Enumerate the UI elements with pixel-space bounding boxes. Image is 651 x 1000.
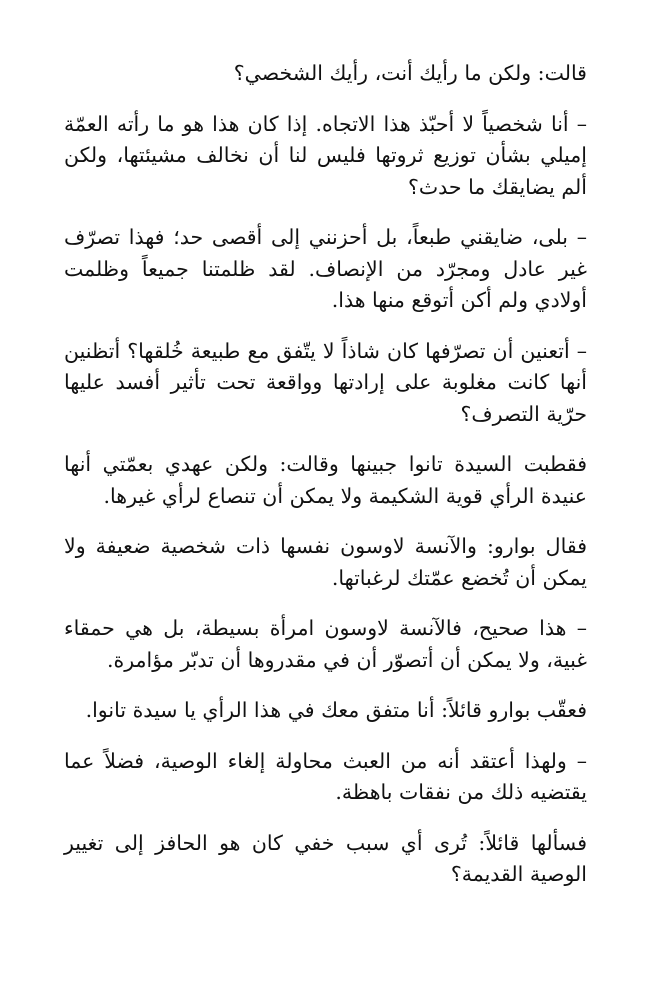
paragraph-10: فسألها قائلاً: تُرى أي سبب خفي كان هو الحافز إلى تغيير الوصية القديمة؟ — [64, 830, 587, 886]
paragraph-2: – أنا شخصياً لا أحبّذ هذا الاتجاه. إذا كان هذا هو ما رأته العمّة إميلي بشأن توزيع ثروتها فليس لنا أن نخالف مشيئتها، ولكن ألم يضايقك ما حدث؟ — [64, 111, 587, 199]
paragraph-8: فعقّب بوارو قائلاً: أنا متفق معك في هذا الرأي يا سيدة تانوا. — [85, 698, 587, 722]
paragraph-1: قالت: ولكن ما رأيك أنت، رأيك الشخصي؟ — [233, 61, 587, 85]
paragraph-9: – ولهذا أعتقد أنه من العبث محاولة إلغاء الوصية، فضلاً عما يقتضيه ذلك من نفقات باهظة. — [64, 748, 587, 804]
paragraph-6: فقال بوارو: والآنسة لاوسون نفسها ذات شخصية ضعيفة ولا يمكن أن تُخضع عمّتك لرغباتها. — [64, 534, 587, 590]
paragraph-7: – هذا صحيح، فالآنسة لاوسون امرأة بسيطة، بل هي حمقاء غبية، ولا يمكن أن أتصوّر أن في مقدروها أن تدبّر مؤامرة. — [64, 616, 587, 672]
paragraph-4: – أتعنين أن تصرّفها كان شاذاً لا يتّفق مع طبيعة خُلقها؟ أتظنين أنها كانت مغلوبة على إرادتها وواقعة تحت تأثير أفسد عليها حرّية التصرف؟ — [64, 338, 587, 426]
paragraph-3: – بلى، ضايقني طبعاً، بل أحزنني إلى أقصى حد؛ فهذا تصرّف غير عادل ومجرّد من الإنصاف. لقد ظلمتنا جميعاً وظلمت أولادي ولم أكن أتوقع منها هذا. — [64, 225, 587, 312]
paragraph-5: فقطبت السيدة تانوا جبينها وقالت: ولكن عهدي بعمّتي أنها عنيدة الرأي قوية الشكيمة ولا يمكن أن تنصاع لرأي غيرها. — [64, 452, 587, 508]
